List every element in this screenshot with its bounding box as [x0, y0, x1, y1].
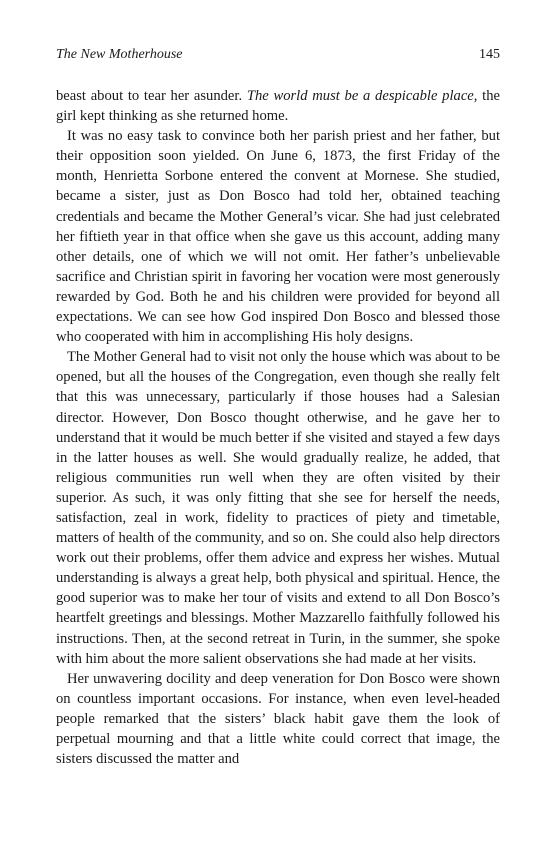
paragraph-2-text: It was no easy task to convince both her parish priest and her father, but their opposition soon yielded. On June 6, 1873, the first Friday of the month, Henrietta Sorbone entered the convent at Mornese. She studied, became a sister, just as Don Bosco had told her, obtained teaching credentials and became the Mother General’s vicar. She had just celebrated her fiftieth year in that office when she gave us this account, adding many other details, one of which we will not omit. Her father’s unbelievable sacrifice and Christian spirit in favoring her vocation were most generously rewarded by God. Both he and his children were provided for beyond all expectations. We can see how God inspired Don Bosco and blessed those who cooperated with him in accomplishing His holy designs.: [56, 128, 500, 346]
paragraph-1: [56, 86, 500, 126]
paragraph-3-text: The Mother General had to visit not only the house which was about to be opened, but all the houses of the Congregation, even though she really felt that this was unnecessary, particularly if those houses had a Salesian director. However, Don Bosco thought otherwise, and he gave her to understand that it would be much better if she visited and stayed a few days in the latter houses as well. She would gradually realize, he added, that religious communities run well when they are often visited by their superior. As such, it was only fitting that she see for herself the needs, satisfaction, zeal in work, fidelity to practices of piety and timetable, matters of health of the community, and so on. She could also help directors work out their problems, offer them advice and express her wishes. Mutual understanding is always a great help, both physical and spiritual. Hence, the good superior was to make her tour of visits and extend to all Don Bosco’s heartfelt greetings and blessings. Mother Mazzarello faithfully followed his instructions. Then, at the second retreat in Turin, in the summer, she spoke with him about the more salient observations she had made at her visits.: [56, 349, 500, 667]
running-title: The New Motherhouse: [56, 47, 183, 62]
body-text: [56, 86, 500, 769]
paragraph-2: [56, 126, 500, 347]
paragraph-4-text: Her unwavering docility and deep veneration for Don Bosco were shown on countless important occasions. For instance, when even level-headed people remarked that the sisters’ black habit gave them the look of perpetual mourning and that a little white could correct that image, the sisters discussed the matter and: [56, 670, 500, 768]
running-header: [56, 46, 500, 64]
paragraph-1-text-end: the girl kept thinking as she returned home.: [56, 88, 500, 125]
paragraph-1-italic-text: The world must be a despicable place,: [246, 88, 478, 104]
book-page: [56, 46, 500, 769]
paragraph-3: [56, 347, 500, 669]
paragraph-1-text: beast about to tear her asunder.: [56, 88, 247, 104]
paragraph-4: [56, 669, 500, 769]
page-number: 145: [479, 47, 500, 62]
